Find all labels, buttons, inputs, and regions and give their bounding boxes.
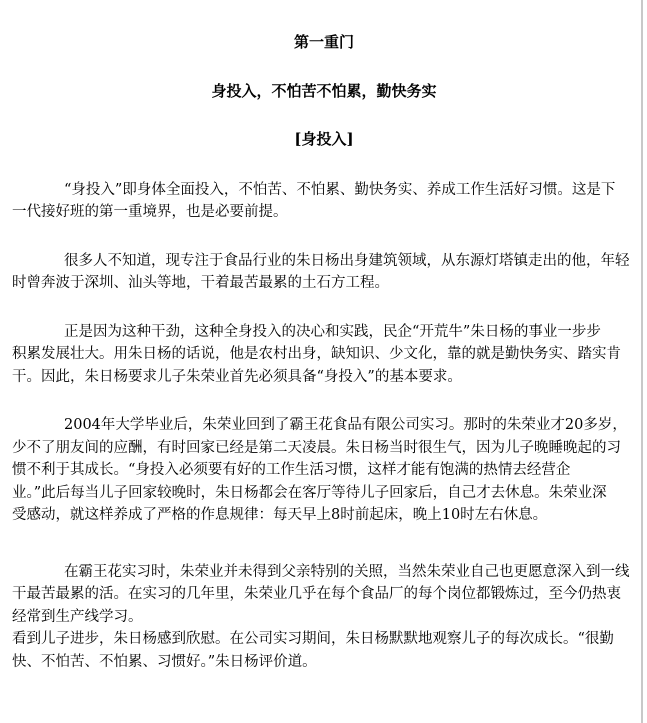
chapter-subtitle: 身投入，不怕苦不怕累，勤快务实: [211, 81, 437, 100]
paragraph-line: 快、不怕苦、不怕累、习惯好。”朱日杨评价道。: [12, 653, 317, 670]
paragraph: [12, 321, 636, 389]
paragraph-line: 少不了朋友间的应酬，有时回家已经是第二天凌晨。朱日杨当时很生气，因为儿子晚睡晚起的习: [12, 439, 621, 456]
paragraph-line: 积累发展壮大。用朱日杨的话说，他是农村出身，缺知识、少文化，靠的就是勤快务实、踏实肯: [12, 346, 621, 362]
paragraph-line: 很多人不知道，现专注于食品行业的朱日杨出身建筑领域，从东源灯塔镇走出的他，年轻: [64, 252, 630, 269]
paragraph-line: “身投入”即身体全面投入，不怕苦、不怕累、勤快务实、养成工作生活好习惯。这是下: [64, 181, 616, 198]
paragraph-line: 一代接好班的第一重境界，也是必要前提。: [12, 204, 288, 220]
section-label: [身投入]: [294, 130, 354, 148]
document-content: [12, 0, 636, 673]
paragraph-line: 干最苦最累的活。在实习的几年里，朱荣业几乎在每个食品厂的每个岗位都锻炼过，至今仍热衷: [12, 586, 621, 602]
paragraph-line: 受感动，就这样养成了严格的作息规律：每天早上8时前起床，晚上10时左右休息。: [12, 507, 548, 523]
paragraph-line: 在霸王花实习时，朱荣业并未得到父亲特别的关照，当然朱荣业自己也更愿意深入到一线: [64, 563, 630, 580]
paragraph-line: 经常到生产线学习。: [12, 608, 143, 625]
paragraph: [12, 250, 636, 295]
paragraph-line: 正是因为这种干劲，这种全身投入的决心和实践，民企“开荒牛”朱日杨的事业一步步: [64, 323, 601, 340]
page-right-border: [641, 0, 643, 723]
paragraph-line: 时曾奔波于深圳、汕头等地，干着最苦最累的土石方工程。: [12, 275, 389, 291]
paragraph-line: 2004年大学毕业后，朱荣业回到了霸王花食品有限公司实习。那时的朱荣业才20多岁，: [64, 417, 627, 433]
paragraph-line: 看到儿子进步，朱日杨感到欣慰。在公司实习期间，朱日杨默默地观察儿子的每次成长。“很勤: [12, 631, 614, 647]
paragraph: [12, 561, 636, 674]
paragraph: [12, 414, 636, 527]
body-text: [12, 179, 636, 674]
paragraph-line: 干。因此，朱日杨要求儿子朱荣业首先必须具备“身投入”的基本要求。: [12, 368, 462, 385]
paragraph-line: 业。”此后每当儿子回家较晚时，朱日杨都会在客厅等待儿子回家后，自己才去休息。朱荣业深: [12, 484, 607, 501]
paragraph-line: 惯不利于其成长。“身投入必须要有好的工作生活习惯，这样才能有饱满的热情去经营企: [12, 462, 571, 478]
paragraph: [12, 179, 636, 224]
chapter-title: 第一重门: [293, 33, 354, 51]
